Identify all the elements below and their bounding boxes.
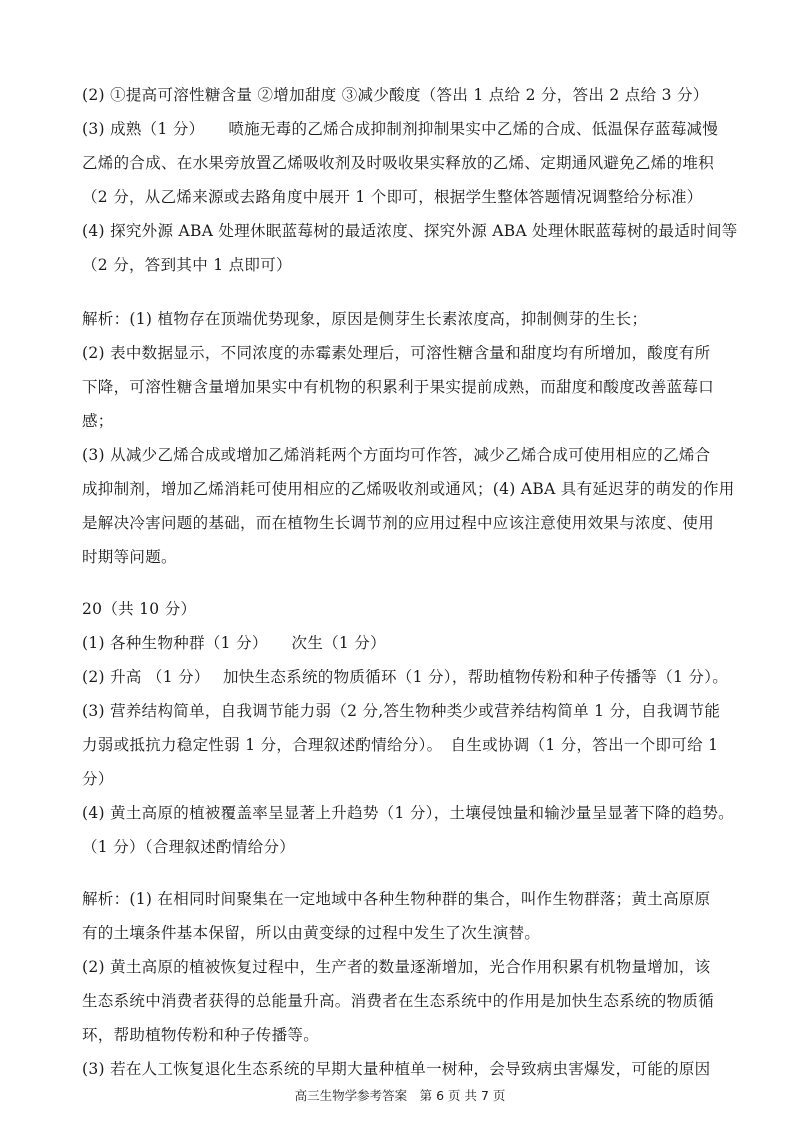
q20-analysis-2-cont: 生态系统中消费者获得的总能量升高。消费者在生态系统中的作用是加快生态系统的物质循 [82,992,715,1010]
q20-answer-2: (2) 升高 （1 分） 加快生态系统的物质循环（1 分），帮助植物传粉和种子传播等（1 分）。 [82,668,729,686]
q20-answer-4: (4) 黄土高原的植被覆盖率呈显著上升趋势（1 分），土壤侵蚀量和输沙量呈显著下降的趋势。 [82,804,734,822]
q19-answer-2: (2) ①提高可溶性糖含量 ②增加甜度 ③减少酸度（答出 1 点给 2 分，答出 2 点给 3 分） [82,86,709,104]
q19-analysis-3: (3) 从减少乙烯合成或增加乙烯消耗两个方面均可作答，减少乙烯合成可使用相应的乙烯合 [82,446,711,464]
q19-analysis-1: 解析：(1) 植物存在顶端优势现象，原因是侧芽生长素浓度高，抑制侧芽的生长； [82,310,648,328]
q19-answer-3-cont: 乙烯的合成、在水果旁放置乙烯吸收剂及时吸收果实释放的乙烯、定期通风避免乙烯的堆积 [82,154,715,172]
q19-analysis-2-end: 感； [82,412,114,430]
q20-analysis-3: (3) 若在人工恢复退化生态系统的早期大量种植单一树种，会导致病虫害爆发，可能的原因 [82,1060,711,1078]
page-footer: 高三生物学参考答案 第 6 页 共 7 页 [294,1088,506,1103]
q19-analysis-2: (2) 表中数据显示，不同浓度的赤霉素处理后，可溶性糖含量和甜度均有所增加，酸度有所 [82,344,711,362]
q19-answer-4: (4) 探究外源 ABA 处理休眠蓝莓树的最适浓度、探究外源 ABA 处理休眠蓝莓树的最适时间等 [82,222,738,240]
q19-answer-3: (3) 成熟（1 分） 喷施无毒的乙烯合成抑制剂抑制果实中乙烯的合成、低温保存蓝莓减慢 [82,120,719,138]
q20-answer-3-cont: 力弱或抵抗力稳定性弱 1 分，合理叙述酌情给分）。 自生或协调（1 分，答出一个即可给 1 [82,736,719,754]
q20-analysis-2: (2) 黄土高原的植被恢复过程中，生产者的数量逐渐增加，光合作用积累有机物量增加，该 [82,958,711,976]
q20-analysis-1-cont: 有的土壤条件基本保留，所以由黄变绿的过程中发生了次生演替。 [82,924,541,942]
q19-answer-3-scoring: （2 分，从乙烯来源或去路角度中展开 1 个即可，根据学生整体答题情况调整给分标准） [82,188,703,206]
q20-analysis-2-end: 环，帮助植物传粉和种子传播等。 [82,1026,320,1044]
q19-analysis-4-end: 时期等问题。 [82,548,177,566]
q20-answer-4-scoring: （1 分）（合理叙述酌情给分） [82,838,296,856]
q19-answer-4-scoring: （2 分，答到其中 1 点即可） [82,256,292,274]
q19-analysis-2-cont: 下降，可溶性糖含量增加果实中有机物的积累利于果实提前成熟，而甜度和酸度改善蓝莓口 [82,378,715,396]
q20-analysis-1: 解析：(1) 在相同时间聚集在一定地域中各种生物种群的集合，叫作生物群落；黄土高原原 [82,890,711,908]
q19-analysis-3-cont: 成抑制剂，增加乙烯消耗可使用相应的乙烯吸收剂或通风；(4) ABA 具有延迟芽的萌发的作用 [82,480,735,498]
q20-answer-3-end: 分） [82,770,114,788]
q20-heading: 20（共 10 分） [82,600,197,618]
q20-answer-1: (1) 各种生物种群（1 分） 次生（1 分） [82,634,386,652]
q20-answer-3: (3) 营养结构简单，自我调节能力弱（2 分,答生物种类少或营养结构简单 1 分，自我调节能 [82,702,721,720]
q19-analysis-4-cont: 是解决冷害问题的基础，而在植物生长调节剂的应用过程中应该注意使用效果与浓度、使用 [82,514,715,532]
